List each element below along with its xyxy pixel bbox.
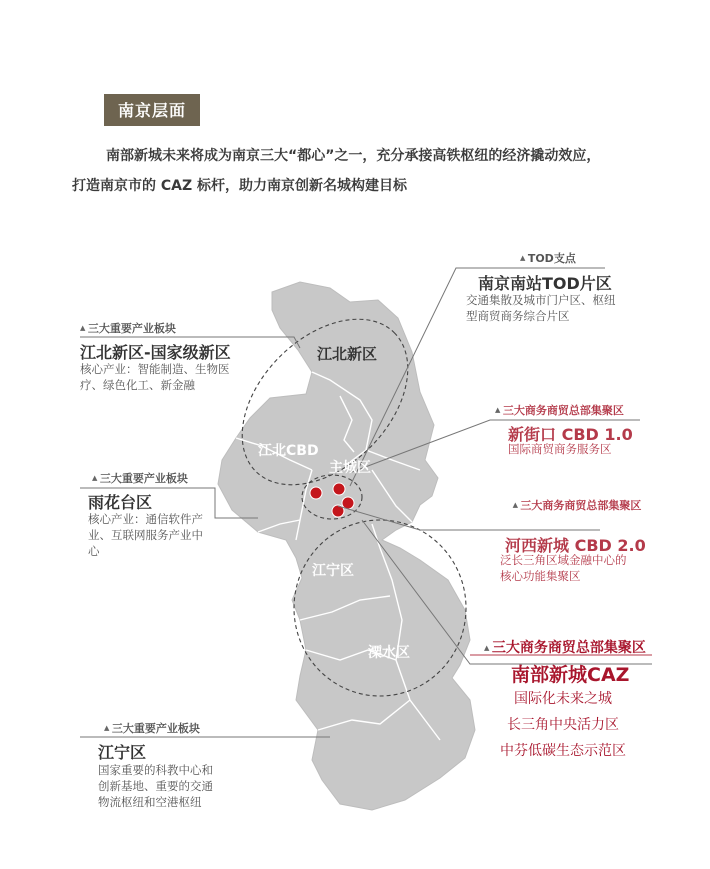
nanbu-line-2: 长三角中央活力区 <box>507 717 619 733</box>
xinjiekou-tag: ▲ 三大商务商贸总部集聚区 <box>495 402 624 418</box>
nanbu-name: 南部新城CAZ <box>511 664 630 686</box>
intro-line-2: 打造南京市的 CAZ 标杆，助力南京创新名城构建目标 <box>72 178 408 194</box>
jiangbei-name: 江北新区-国家级新区 <box>80 343 231 362</box>
yuhuatai-desc: 核心产业：通信软件产业、互联网服务产业中心 <box>88 512 203 558</box>
jiangbei-desc: 核心产业：智能制造、生物医疗、绿色化工、新金融 <box>80 362 230 392</box>
map-label-jiangbei: 江北新区 <box>317 345 378 363</box>
hexi-name: 河西新城 CBD 2.0 <box>505 536 646 555</box>
jiangbei-tag: ▲ 三大重要产业板块 <box>80 320 176 336</box>
section-title: 南京层面 <box>104 94 200 126</box>
dot-hexi <box>310 487 322 499</box>
xinjiekou-name: 新街口 CBD 1.0 <box>508 425 633 444</box>
map-label-zhucheng: 主城区 <box>329 460 371 476</box>
hexi-desc: 泛长三角区域金融中心的核心功能集聚区 <box>500 553 627 583</box>
nanbu-tag: ▲ 三大商务商贸总部集聚区 <box>484 637 646 657</box>
nanbu-line-3: 中芬低碳生态示范区 <box>500 743 626 759</box>
tod-name: 南京南站TOD片区 <box>478 274 612 293</box>
map-label-jiangning: 江宁区 <box>312 563 354 579</box>
xinjiekou-desc: 国际商贸商务服务区 <box>508 442 612 456</box>
map-label-jiangbei-cbd: 江北CBD <box>258 443 319 459</box>
nanbu-line-1: 国际化未来之城 <box>514 691 612 707</box>
dot-xinjiekou <box>333 483 345 495</box>
intro-line-1: 南部新城未来将成为南京三大“都心”之一，充分承接高铁枢纽的经济撬动效应， <box>106 148 601 164</box>
hexi-tag: ▲ 三大商务商贸总部集聚区 <box>512 498 642 513</box>
jiangning-tag: ▲ 三大重要产业板块 <box>104 720 200 736</box>
jiangning-name: 江宁区 <box>98 743 147 762</box>
jiangning-desc: 国家重要的科教中心和创新基地、重要的交通物流枢纽和空港枢纽 <box>98 763 213 809</box>
tod-tag: ▲ TOD支点 <box>520 250 576 266</box>
nanbu-lines <box>493 686 633 764</box>
tod-desc: 交通集散及城市门户区、枢纽型商贸商务综合片区 <box>466 293 616 323</box>
map-label-lishui: 溧水区 <box>368 645 410 661</box>
yuhuatai-name: 雨花台区 <box>88 493 153 512</box>
yuhuatai-tag: ▲ 三大重要产业板块 <box>92 470 188 486</box>
